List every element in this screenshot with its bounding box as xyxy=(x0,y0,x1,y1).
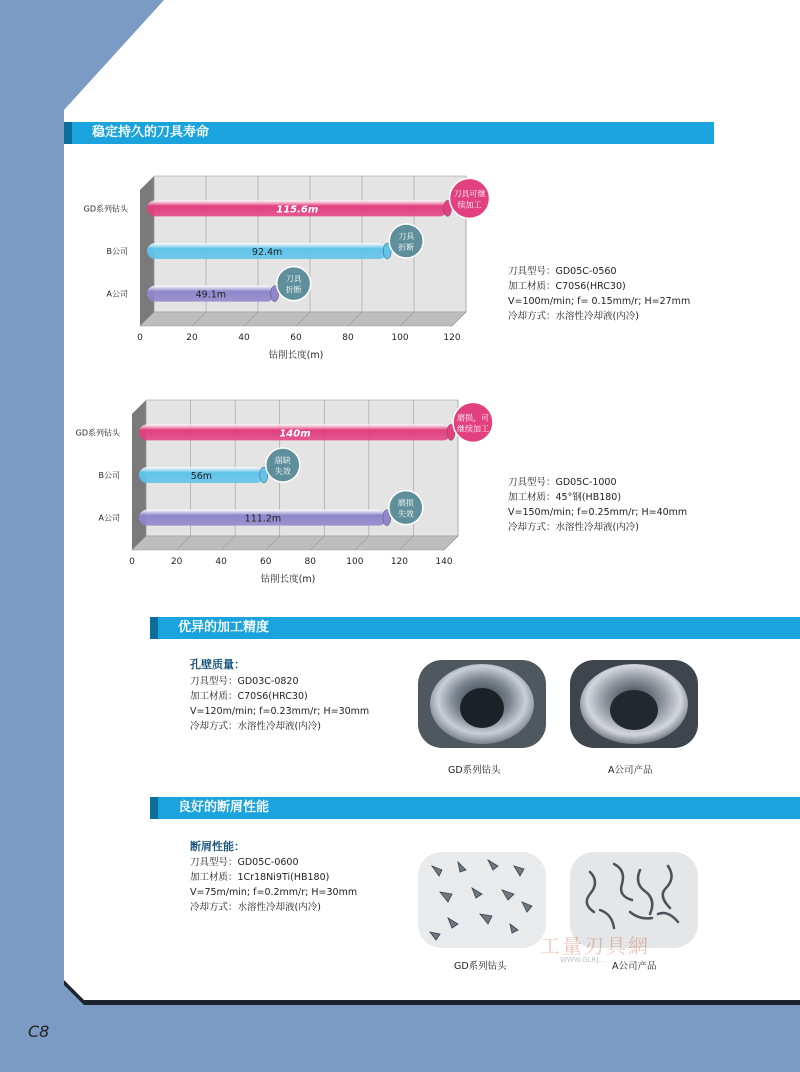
hole-wall-photo-gd xyxy=(418,660,546,748)
x-tick-label: 100 xyxy=(391,333,409,343)
x-tick-label: 40 xyxy=(238,333,250,343)
annotation-text: 刀具 xyxy=(285,274,302,284)
category-label: A公司 xyxy=(98,513,120,523)
watermark-logo xyxy=(540,930,650,959)
x-tick-label: 100 xyxy=(346,557,364,567)
category-label: A公司 xyxy=(106,289,128,299)
x-axis-label: 钻削长度(m) xyxy=(260,574,316,585)
x-tick-label: 20 xyxy=(186,333,198,343)
watermark-text: 工量刃具網 xyxy=(540,934,650,958)
spec-block-3 xyxy=(190,674,369,734)
x-tick-label: 120 xyxy=(443,333,461,343)
spec-line: V=75m/min; f=0.2mm/r; H=30mm xyxy=(190,887,358,898)
spec-line: 刀具型号：GD05C-1000 xyxy=(508,477,617,488)
spec-line: 加工材质：45°钢(HB180) xyxy=(508,492,622,503)
spec-line: 加工材质：C70S6(HRC30) xyxy=(190,691,308,702)
annotation-text: 失效 xyxy=(274,467,291,476)
spec-line: V=100m/min; f= 0.15mm/r; H=27mm xyxy=(508,296,691,307)
photo-caption: GD系列钻头 xyxy=(454,961,507,972)
x-tick-label: 40 xyxy=(215,557,227,567)
spec-line: 冷却方式：水溶性冷却液(内冷) xyxy=(190,902,321,913)
spec-line: 冷却方式：水溶性冷却液(内冷) xyxy=(508,311,639,322)
annotation-text: 折断 xyxy=(285,285,302,295)
section-title-text: 优异的加工精度 xyxy=(178,620,270,635)
photo-caption: A公司产品 xyxy=(608,765,653,776)
spec-line: 刀具型号：GD03C-0820 xyxy=(190,676,299,687)
category-label: B公司 xyxy=(98,471,120,480)
data-label: 111.2m xyxy=(244,513,282,525)
photo-caption: A公司产品 xyxy=(612,961,657,972)
spec-line: 加工材质：C70S6(HRC30) xyxy=(508,281,626,292)
data-label: 115.6m xyxy=(276,204,319,216)
spec-line: V=150m/min; f=0.25mm/r; H=40mm xyxy=(508,507,688,518)
x-tick-label: 20 xyxy=(170,557,183,567)
category-label: B公司 xyxy=(106,247,128,256)
data-label: 49.1m xyxy=(195,289,227,301)
section-title-precision xyxy=(150,617,800,639)
spec-line: 冷却方式：水溶性冷却液(内冷) xyxy=(190,721,321,732)
chart-drilling-length-2 xyxy=(70,392,500,592)
x-tick-label: 120 xyxy=(390,557,409,567)
annotation-text: 失效 xyxy=(397,509,414,519)
annotation-text: 刀具 xyxy=(398,232,415,241)
page-number: C8 xyxy=(28,1022,50,1041)
annotation-text: 刀具可继 xyxy=(453,189,486,199)
category-label: GD系列钻头 xyxy=(83,204,128,214)
watermark-url-text: WWW.GLRJ... xyxy=(560,956,606,964)
chart-floor xyxy=(132,536,458,550)
annotation-text: 继续加工 xyxy=(457,424,489,434)
x-axis-label: 钻削长度(m) xyxy=(268,350,324,361)
watermark-url xyxy=(560,956,605,964)
annotation-text: 磨损，可 xyxy=(457,413,489,423)
spec-line: 刀具型号：GD05C-0600 xyxy=(190,857,299,868)
x-tick-label: 0 xyxy=(137,333,143,343)
section-title-chip-breaking xyxy=(150,797,800,819)
annotation-bubble xyxy=(266,448,300,482)
x-tick-label: 0 xyxy=(129,557,135,567)
spec-line: 冷却方式：水溶性冷却液(内冷) xyxy=(508,522,639,533)
spec-line: 加工材质：1Cr18Ni9Ti(HB180) xyxy=(190,872,330,883)
spec-block-2 xyxy=(508,475,687,535)
x-tick-label: 80 xyxy=(342,333,354,343)
section-title-tool-life xyxy=(64,122,714,144)
spec-line: 刀具型号：GD05C-0560 xyxy=(508,266,617,277)
category-label: GD系列钻头 xyxy=(75,428,120,438)
subsection-title: 断屑性能： xyxy=(190,840,245,853)
data-label: 140m xyxy=(279,428,311,440)
spec-block-4 xyxy=(190,855,357,915)
annotation-text: 续加工 xyxy=(457,200,482,210)
chips-photo-gd xyxy=(418,852,546,948)
spec-line: V=120m/min; f=0.23mm/r; H=30mm xyxy=(190,706,370,717)
x-tick-label: 80 xyxy=(304,557,317,567)
chart-drilling-length-1 xyxy=(70,168,490,368)
section-title-text: 良好的断屑性能 xyxy=(178,800,270,815)
x-tick-label: 60 xyxy=(259,557,272,567)
hole-wall-photo-a xyxy=(570,660,698,748)
data-label: 56m xyxy=(190,471,213,482)
x-tick-label: 140 xyxy=(435,557,453,567)
data-label: 92.4m xyxy=(251,247,283,258)
spec-block-1 xyxy=(508,264,690,324)
x-tick-label: 60 xyxy=(290,333,302,343)
section-title-text: 稳定持久的刀具寿命 xyxy=(92,125,210,140)
annotation-text: 崩缺 xyxy=(274,456,291,465)
annotation-bubble xyxy=(389,224,423,258)
annotation-text: 折断 xyxy=(398,243,415,252)
photo-caption: GD系列钻头 xyxy=(448,765,501,776)
annotation-text: 磨损 xyxy=(397,498,414,508)
subsection-title: 孔壁质量： xyxy=(190,658,245,671)
